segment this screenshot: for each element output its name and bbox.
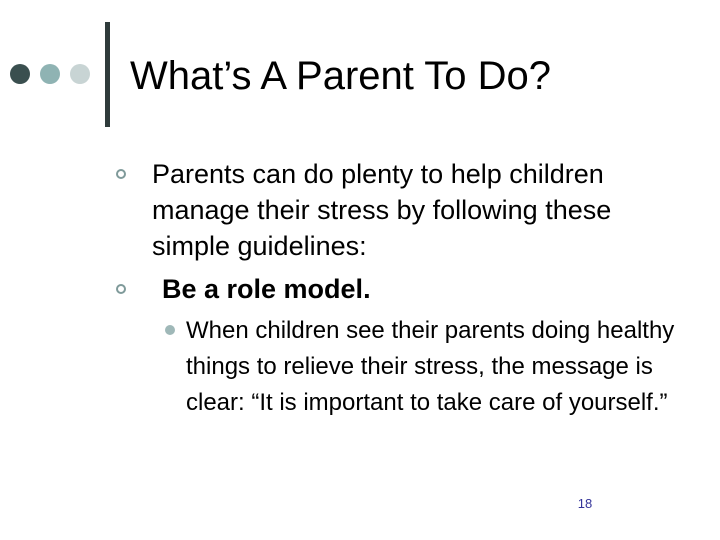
slide-title: What’s A Parent To Do?	[130, 54, 551, 98]
hollow-circle-bullet-icon	[116, 169, 126, 179]
page-number: 18	[577, 496, 593, 511]
bullet-text: Be a role model.	[162, 274, 371, 304]
title-divider	[105, 22, 110, 127]
decor-dot-icon	[10, 64, 30, 84]
decor-dot-icon	[40, 64, 60, 84]
filled-circle-bullet-icon	[165, 325, 175, 335]
decor-dot-icon	[70, 64, 90, 84]
subbullet-text: When children see their parents doing healthy things to relieve their stress, the message is clear: “It is important to take care of yourself.”	[186, 317, 675, 416]
hollow-circle-bullet-icon	[116, 284, 126, 294]
bullet-text: Parents can do plenty to help children manage their stress by following these simple guidelines:	[152, 159, 612, 261]
